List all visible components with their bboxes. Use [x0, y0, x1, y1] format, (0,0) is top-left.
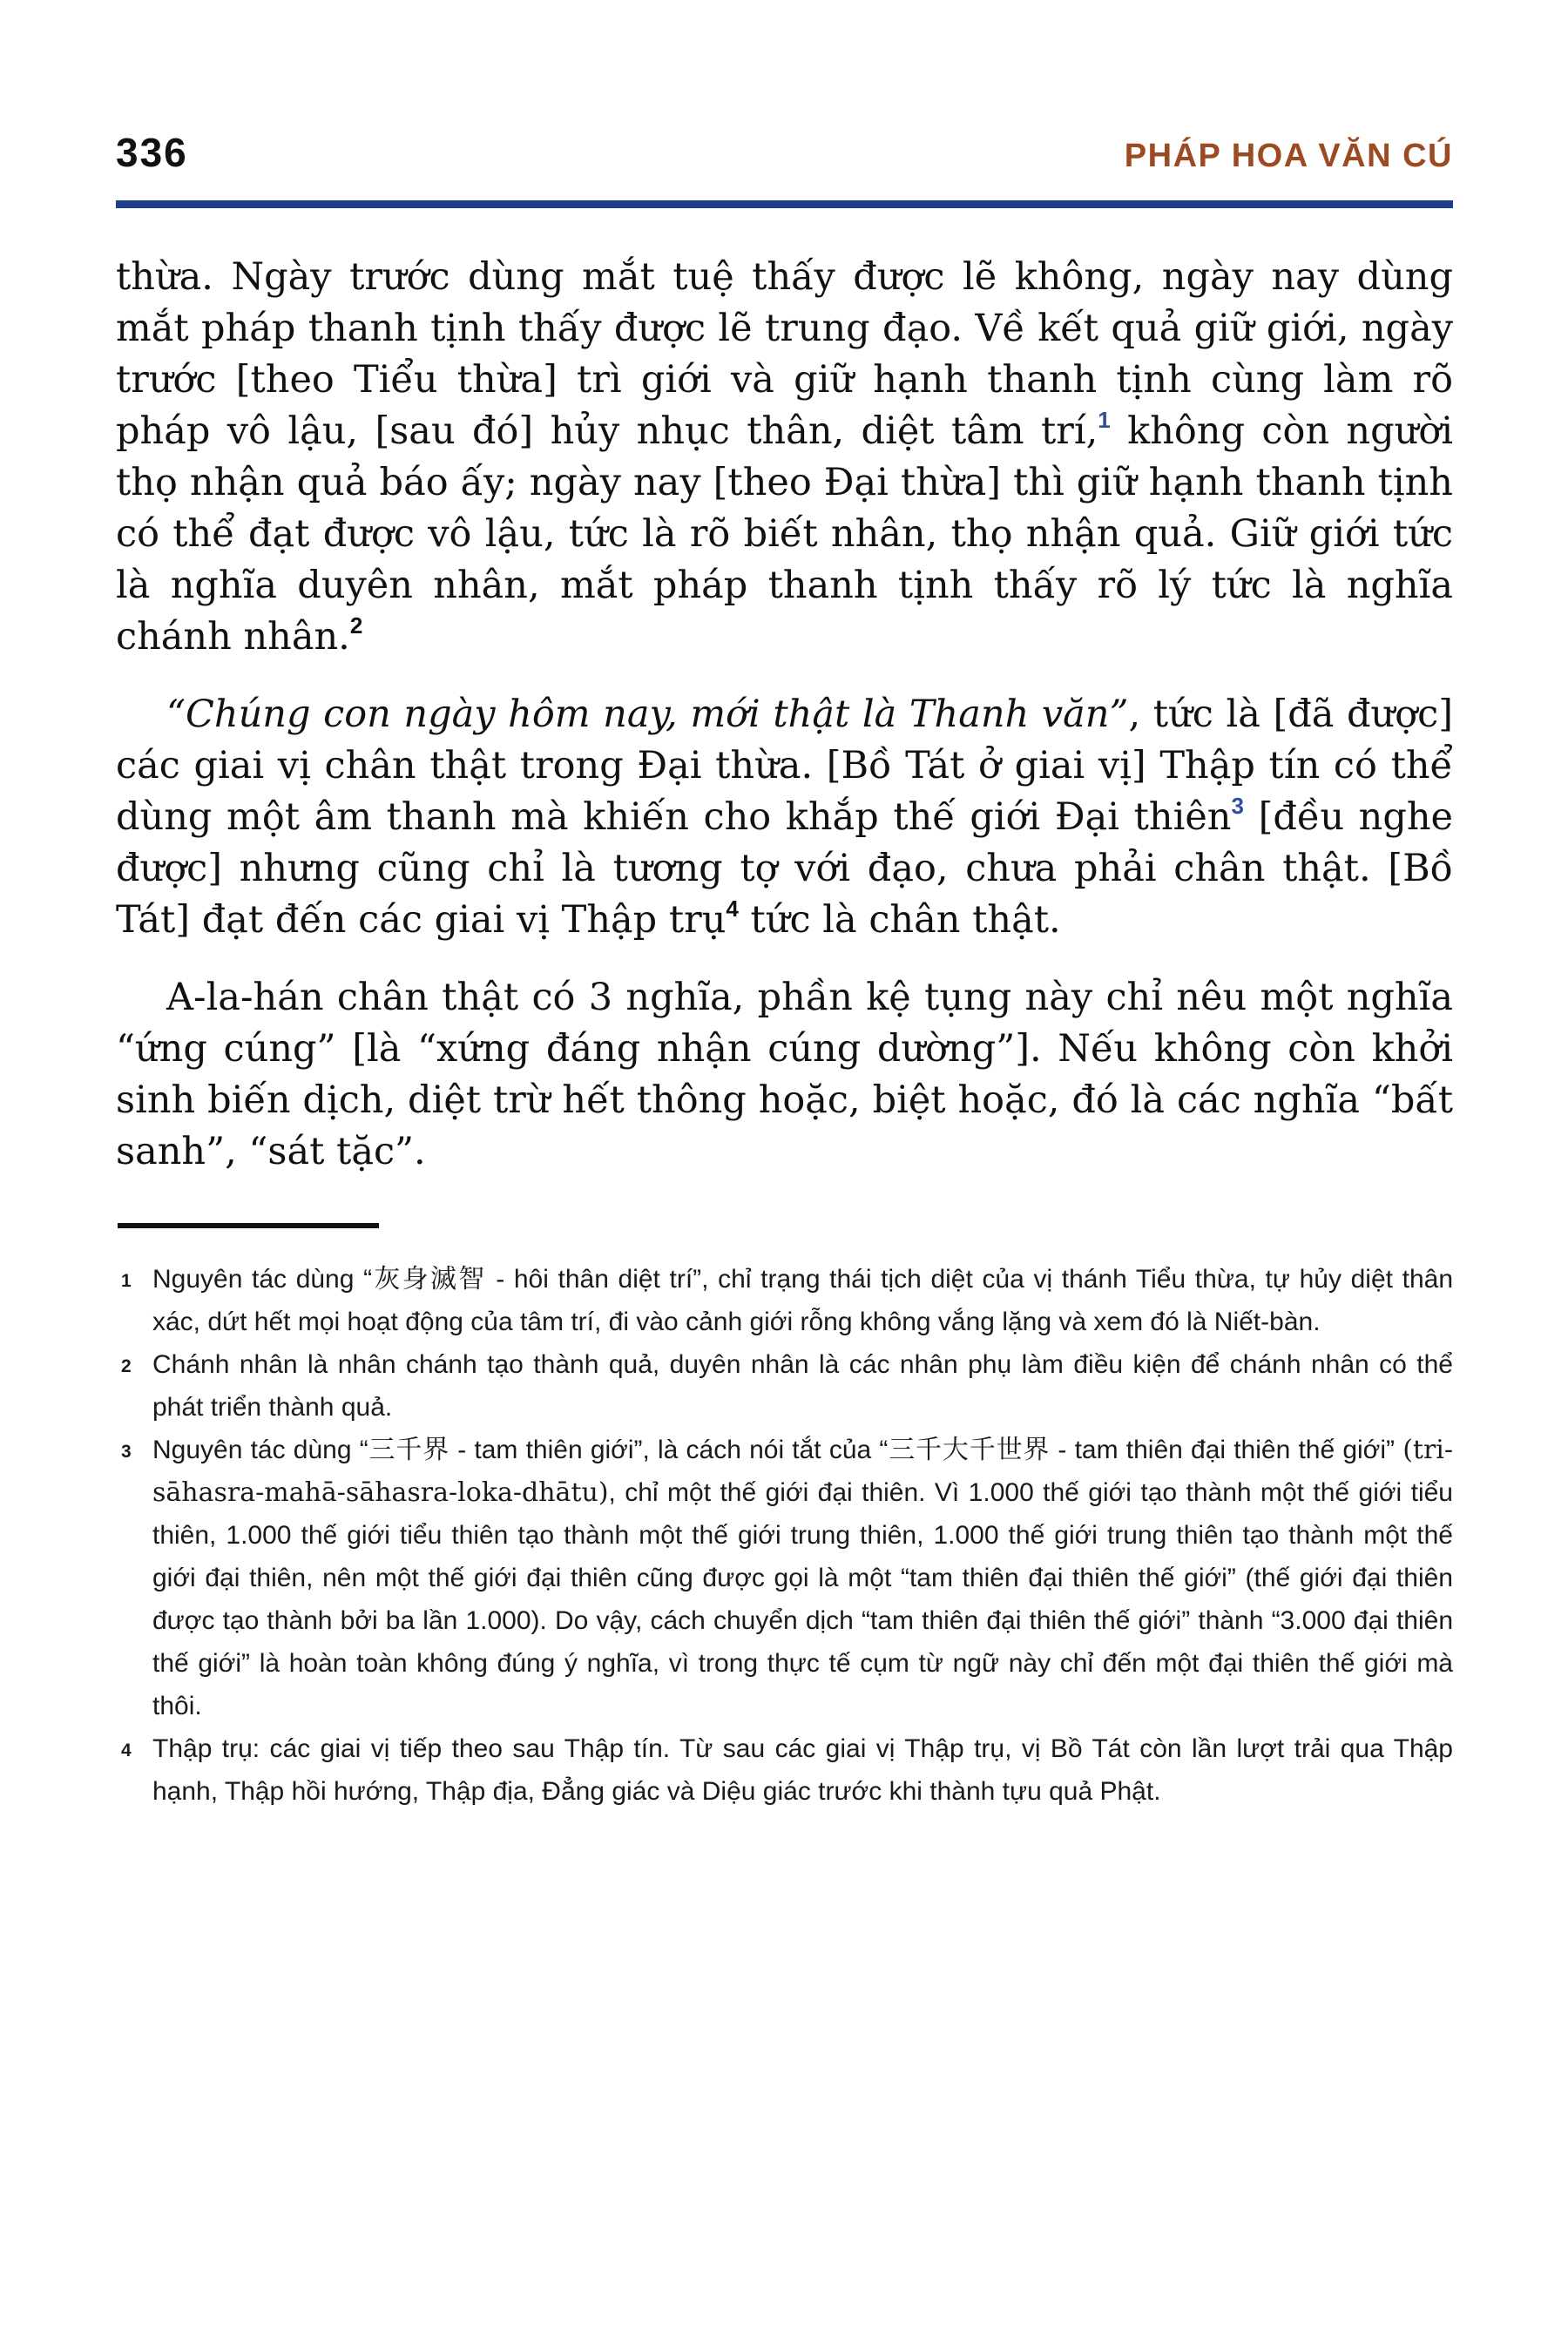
footnote-marker-2: 2 [121, 1356, 132, 1376]
text-segment: - tam thiên đại thiên thế giới” [1050, 1436, 1403, 1464]
text-segment: tức là chân thật. [738, 898, 1061, 942]
text-segment: , chỉ một thế giới đại thiên. Vì 1.000 thế giới tạo thành một thế giới tiểu thiên, 1.000 thế giới tiểu thiên tạo thành một thế giới trung thiên, 1.000 thế giới trung thiên tạo thành một thế giới đại thiên, nên một thế giới đại thiên cũng được gọi là một “tam thiên đại thiên thế giới” (thế giới đại thiên được tạo thành bởi ba lần 1.000). Do vậy, cách chuyển dịch “tam thiên đại thiên thế giới” thành “3.000 đại thiên thế giới” là hoàn toàn không đúng ý nghĩa, vì trong thực tế cụm từ ngữ này chỉ đến một đại thiên thế giới mà thôi. [152, 1478, 1453, 1720]
body-paragraph [116, 252, 1453, 663]
footnote-1 [116, 1258, 1453, 1343]
text-segment: Nguyên tác dùng “ [152, 1436, 368, 1464]
running-title: PHÁP HOA VĂN CÚ [1124, 138, 1453, 174]
footnote-marker-3: 3 [121, 1442, 132, 1462]
footnote-3 [116, 1429, 1453, 1727]
footnotes-section [116, 1258, 1453, 1813]
footnote-marker-4: 4 [121, 1740, 132, 1761]
footnote-ref-4: 4 [726, 896, 739, 922]
text-segment: “Chúng con ngày hôm nay, mới thật là Thanh văn” [166, 693, 1129, 736]
body-paragraph [116, 972, 1453, 1178]
page-number: 336 [116, 130, 188, 175]
text-segment: thừa. Ngày trước dùng mắt tuệ thấy được lẽ không, ngày nay dùng mắt pháp thanh tịnh thấy được lẽ trung đạo. Về kết quả giữ giới, ngày trước [theo Tiểu thừa] trì giới và giữ hạnh thanh tịnh cùng làm rõ pháp vô lậu, [sau đó] hủy nhục thân, diệt tâm trí, [116, 255, 1453, 453]
text-segment: Nguyên tác dùng “ [152, 1265, 373, 1294]
footnote-2 [116, 1343, 1453, 1429]
footnote-ref-3[interactable]: 3 [1231, 793, 1244, 819]
text-segment: (tri-sāhasra-mahā-sāhasra-loka-dhātu) [152, 1435, 1454, 1508]
footnote-ref-1[interactable]: 1 [1098, 407, 1111, 433]
footnote-marker-1: 1 [121, 1271, 132, 1291]
footnote-separator [118, 1223, 379, 1228]
text-segment: [đều nghe được] nhưng cũng chỉ là tương tợ với đạo, chưa phải chân thật. [Bồ Tát] đạt đến các giai vị Thập trụ [116, 795, 1453, 942]
text-segment: 三千大千世界 [888, 1435, 1051, 1465]
text-segment: , tức là [đã được] các giai vị chân thật trong Đại thừa. [Bồ Tát ở giai vị] Thập tín có thể dùng một âm thanh mà khiến cho khắp thế giới Đại thiên [116, 693, 1453, 839]
text-segment: Thập trụ: các giai vị tiếp theo sau Thập tín. Từ sau các giai vị Thập trụ, vị Bồ Tát còn lần lượt trải qua Thập hạnh, Thập hồi hướng, Thập địa, Đẳng giác và Diệu giác trước khi thành tựu quả Phật. [152, 1734, 1453, 1806]
text-segment: - tam thiên giới”, là cách nói tắt của “ [449, 1436, 889, 1464]
text-segment: Chánh nhân là nhân chánh tạo thành quả, duyên nhân là các nhân phụ làm điều kiện để chánh nhân có thể phát triển thành quả. [152, 1350, 1453, 1422]
footnote-4 [116, 1727, 1453, 1813]
text-segment: A-la-hán chân thật có 3 nghĩa, phần kệ tụng này chỉ nêu một nghĩa “ứng cúng” [là “xứng đáng nhận cúng dường”]. Nếu không còn khởi sinh biến dịch, diệt trừ hết thông hoặc, biệt hoặc, đó là các nghĩa “bất sanh”, “sát tặc”. [116, 976, 1453, 1173]
text-segment: không còn người thọ nhận quả báo ấy; ngày nay [theo Đại thừa] thì giữ hạnh thanh tịnh có thể đạt được vô lậu, tức là rõ biết nhân, thọ nhận quả. Giữ giới tức là nghĩa duyên nhân, mắt pháp thanh tịnh thấy rõ lý tức là nghĩa chánh nhân. [116, 409, 1453, 659]
header-rule [116, 200, 1453, 208]
body-text [116, 252, 1453, 1178]
text-segment: 灰身滅智 [372, 1264, 487, 1294]
body-paragraph [116, 689, 1453, 946]
page-header [116, 129, 1453, 176]
text-segment: 三千界 [368, 1435, 450, 1465]
footnote-ref-2: 2 [349, 612, 363, 639]
text-segment: - hôi thân diệt trí”, chỉ trạng thái tịch diệt của vị thánh Tiểu thừa, tự hủy diệt thân xác, dứt hết mọi hoạt động của tâm trí, đi vào cảnh giới rỗng không vắng lặng và xem đó là Niết-bàn. [152, 1265, 1454, 1336]
